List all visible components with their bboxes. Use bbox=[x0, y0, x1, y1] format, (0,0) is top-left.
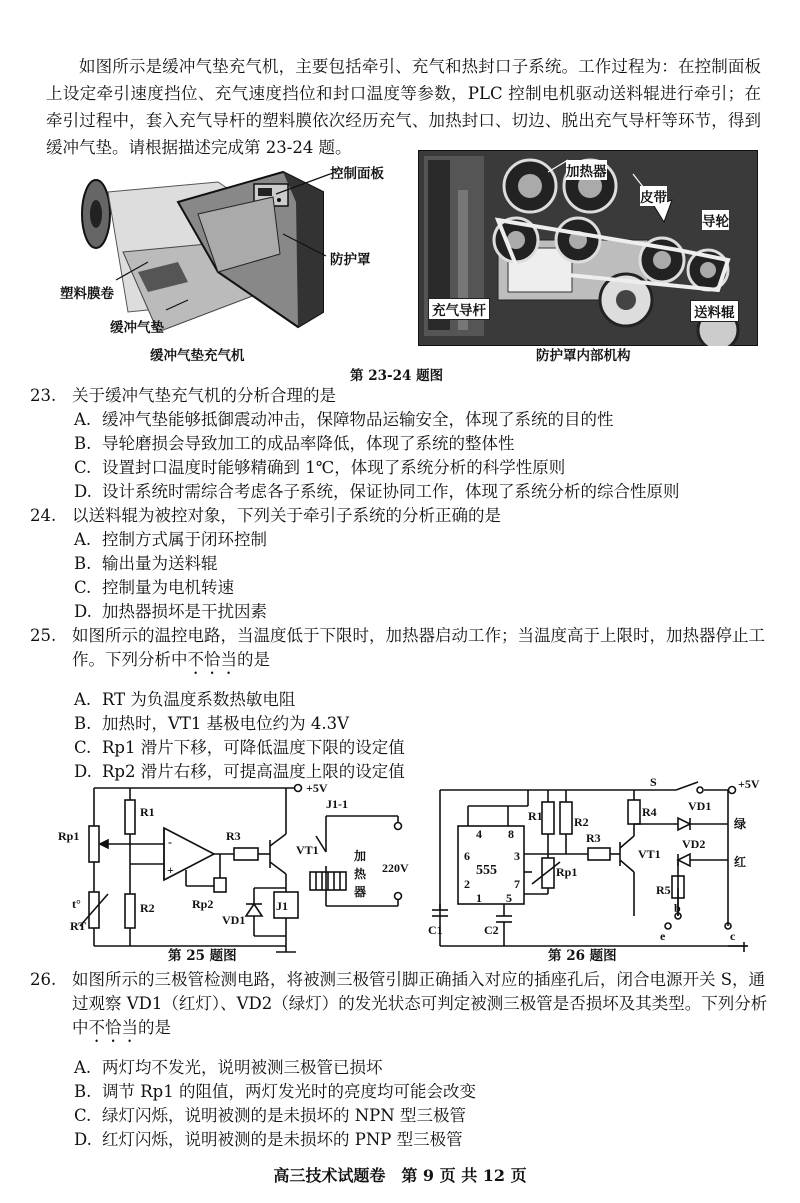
option-text: 设计系统时需综合考虑各子系统，保证协同工作，体现了系统分析的综合性原则 bbox=[102, 482, 680, 501]
svg-text:R2: R2 bbox=[574, 815, 589, 829]
option-a[interactable] bbox=[30, 528, 770, 552]
option-text: 加热时，VT1 基极电位约为 4.3V bbox=[102, 714, 350, 733]
option-a[interactable] bbox=[30, 408, 770, 432]
svg-text:+5V: +5V bbox=[306, 781, 328, 795]
label-feed-roller: 送料辊 bbox=[690, 300, 739, 322]
svg-text:+5V: +5V bbox=[738, 777, 760, 791]
option-c[interactable] bbox=[30, 736, 770, 760]
stem-part: 如图所示的三极管检测电路，将被测三极管引脚正确插入对应的插座孔后，闭合电源开关 S，通过观察 VD1（红灯）、VD2（绿灯）的发光状态可判定被测三极管是否损坏及其类型。下列分析中 bbox=[72, 970, 768, 1037]
label-guide-wheel: 导轮 bbox=[702, 210, 729, 230]
svg-text:R3: R3 bbox=[586, 831, 601, 845]
option-d[interactable] bbox=[30, 480, 770, 504]
option-d[interactable] bbox=[30, 1128, 770, 1152]
option-text: 绿灯闪烁，说明被测的是未损坏的 NPN 型三极管 bbox=[102, 1106, 466, 1125]
option-text: 缓冲气垫能够抵御震动冲击，保障物品运输安全，体现了系统的目的性 bbox=[102, 410, 614, 429]
figure-23-24-caption: 第 23-24 题图 bbox=[350, 368, 444, 384]
stem-emphasis: 不恰当 bbox=[187, 650, 237, 669]
option-letter: D. bbox=[74, 602, 92, 621]
svg-text:c: c bbox=[730, 929, 736, 943]
svg-text:Rp1: Rp1 bbox=[556, 865, 578, 879]
svg-text:C1: C1 bbox=[428, 923, 443, 937]
option-letter: C. bbox=[74, 578, 92, 597]
svg-text:S: S bbox=[650, 776, 657, 789]
svg-text:VD2: VD2 bbox=[682, 837, 706, 851]
svg-text:R4: R4 bbox=[642, 805, 657, 819]
question-number: 24. bbox=[30, 506, 57, 525]
stem-part: 的是 bbox=[237, 650, 270, 669]
label-inflation-rod: 充气导杆 bbox=[428, 298, 490, 320]
circuit-26-diagram bbox=[428, 776, 768, 972]
option-text: 输出量为送料辊 bbox=[102, 554, 218, 573]
option-b[interactable] bbox=[30, 432, 770, 456]
option-letter: C. bbox=[74, 458, 92, 477]
option-text: 导轮磨损会导致加工的成品率降低，体现了系统的整体性 bbox=[102, 434, 515, 453]
svg-text:R5: R5 bbox=[656, 883, 671, 897]
svg-text:5: 5 bbox=[506, 891, 512, 905]
option-letter: A. bbox=[74, 410, 92, 429]
stem-emphasis: 不恰当 bbox=[88, 1018, 138, 1037]
svg-text:R1: R1 bbox=[140, 805, 155, 819]
question-23 bbox=[30, 384, 770, 504]
option-text: 加热器损坏是干扰因素 bbox=[102, 602, 267, 621]
svg-text:红: 红 bbox=[734, 855, 747, 869]
question-stem: 关于缓冲气垫充气机的分析合理的是 bbox=[72, 386, 336, 405]
intro-paragraph bbox=[46, 53, 761, 161]
option-letter: B. bbox=[74, 1082, 92, 1101]
svg-text:+: + bbox=[167, 863, 174, 877]
svg-text:3: 3 bbox=[514, 849, 520, 863]
svg-text:R1: R1 bbox=[528, 809, 543, 823]
option-a[interactable] bbox=[30, 1056, 770, 1080]
question-number: 25. bbox=[30, 626, 57, 645]
circuit-25-caption: 第 25 题图 bbox=[168, 948, 237, 964]
option-letter: C. bbox=[74, 1106, 92, 1125]
option-text: 控制方式属于闭环控制 bbox=[102, 530, 267, 549]
option-b[interactable] bbox=[30, 552, 770, 576]
svg-text:C2: C2 bbox=[484, 923, 499, 937]
inflator-machine-photo bbox=[68, 162, 334, 344]
option-letter: B. bbox=[74, 554, 92, 573]
option-text: Rp2 滑片右移，可提高温度上限的设定值 bbox=[102, 762, 405, 781]
option-letter: C. bbox=[74, 738, 92, 757]
option-text: 调节 Rp1 的阻值，两灯发光时的亮度均可能会改变 bbox=[102, 1082, 476, 1101]
option-text: RT 为负温度系数热敏电阻 bbox=[102, 690, 296, 709]
svg-text:4: 4 bbox=[476, 827, 482, 841]
stem-part: 如图所示的温控电路，当温度低于下限时，加热器启动工作；当温度高于上限时，加热器停止工作。下列分析中 bbox=[72, 626, 765, 669]
label-guard: 防护罩 bbox=[330, 252, 371, 268]
option-c[interactable] bbox=[30, 576, 770, 600]
svg-text:8: 8 bbox=[508, 827, 514, 841]
svg-text:绿: 绿 bbox=[734, 817, 747, 831]
svg-text:J1: J1 bbox=[276, 899, 288, 913]
option-letter: D. bbox=[74, 482, 92, 501]
option-letter: D. bbox=[74, 1130, 92, 1149]
svg-text:热: 热 bbox=[354, 867, 367, 881]
svg-text:-: - bbox=[168, 835, 172, 849]
option-text: 设置封口温度时能够精确到 1℃，体现了系统分析的科学性原则 bbox=[102, 458, 566, 477]
svg-text:1: 1 bbox=[476, 891, 482, 905]
label-film-roll: 塑料膜卷 bbox=[60, 286, 114, 302]
right-figure-caption: 防护罩内部机构 bbox=[536, 348, 631, 364]
label-control-panel: 控制面板 bbox=[330, 166, 384, 182]
question-26 bbox=[30, 968, 770, 1152]
svg-text:6: 6 bbox=[464, 849, 470, 863]
svg-text:器: 器 bbox=[354, 885, 367, 899]
svg-text:b: b bbox=[674, 901, 681, 915]
svg-text:R2: R2 bbox=[140, 901, 155, 915]
stem-part: 的是 bbox=[138, 1018, 171, 1037]
svg-text:7: 7 bbox=[514, 877, 520, 891]
svg-text:220V: 220V bbox=[382, 861, 409, 875]
page-footer: 高三技术试题卷 第 9 页 共 12 页 bbox=[273, 1166, 527, 1185]
option-letter: A. bbox=[74, 1058, 92, 1077]
svg-text:t°: t° bbox=[72, 897, 81, 911]
option-a[interactable] bbox=[30, 688, 770, 712]
svg-text:Rp2: Rp2 bbox=[192, 897, 214, 911]
option-letter: D. bbox=[74, 762, 92, 781]
svg-text:e: e bbox=[660, 929, 666, 943]
svg-text:VT1: VT1 bbox=[638, 847, 661, 861]
option-letter: A. bbox=[74, 690, 92, 709]
svg-text:VD1: VD1 bbox=[688, 799, 712, 813]
option-c[interactable] bbox=[30, 456, 770, 480]
svg-text:555: 555 bbox=[476, 863, 497, 878]
question-number: 26. bbox=[30, 970, 57, 989]
option-b[interactable] bbox=[30, 712, 770, 736]
option-letter: A. bbox=[74, 530, 92, 549]
question-stem bbox=[72, 968, 770, 1046]
option-b[interactable] bbox=[30, 1080, 770, 1104]
svg-text:Rp1: Rp1 bbox=[58, 829, 80, 843]
svg-text:VD1: VD1 bbox=[222, 913, 246, 927]
question-24 bbox=[30, 504, 770, 624]
svg-text:R3: R3 bbox=[226, 829, 241, 843]
question-number: 23. bbox=[30, 386, 57, 405]
option-text: 红灯闪烁，说明被测的是未损坏的 PNP 型三极管 bbox=[102, 1130, 463, 1149]
svg-text:RT: RT bbox=[70, 919, 87, 933]
intro-text: 如图所示是缓冲气垫充气机，主要包括牵引、充气和热封口子系统。工作过程为：在控制面板上设定牵引速度挡位、充气速度挡位和封口温度等参数，PLC 控制电机驱动送料辊进行牵引；在牵引过程中，套入充气导杆的塑料膜依次经历充气、加热封口、切边、脱出充气导杆等环节，得到缓冲气垫。请根据描述完成第 23-24 题。 bbox=[46, 57, 761, 157]
option-text: 控制量为电机转速 bbox=[102, 578, 234, 597]
question-25 bbox=[30, 624, 770, 784]
question-stem: 以送料辊为被控对象，下列关于牵引子系统的分析正确的是 bbox=[72, 506, 501, 525]
svg-text:VT1: VT1 bbox=[296, 843, 319, 857]
label-cushion: 缓冲气垫 bbox=[110, 320, 164, 336]
circuit-26-caption: 第 26 题图 bbox=[548, 948, 617, 964]
svg-text:2: 2 bbox=[464, 877, 470, 891]
circuit-25-diagram bbox=[54, 776, 424, 972]
label-belt: 皮带 bbox=[640, 186, 667, 206]
option-d[interactable] bbox=[30, 600, 770, 624]
option-c[interactable] bbox=[30, 1104, 770, 1128]
svg-text:J1-1: J1-1 bbox=[326, 797, 348, 811]
svg-text:加: 加 bbox=[354, 849, 367, 863]
option-letter: B. bbox=[74, 434, 92, 453]
option-letter: B. bbox=[74, 714, 92, 733]
option-text: Rp1 滑片下移，可降低温度下限的设定值 bbox=[102, 738, 405, 757]
question-stem bbox=[72, 624, 770, 678]
left-figure-caption: 缓冲气垫充气机 bbox=[150, 348, 245, 364]
label-heater: 加热器 bbox=[566, 160, 607, 180]
option-text: 两灯均不发光，说明被测三极管已损坏 bbox=[102, 1058, 383, 1077]
